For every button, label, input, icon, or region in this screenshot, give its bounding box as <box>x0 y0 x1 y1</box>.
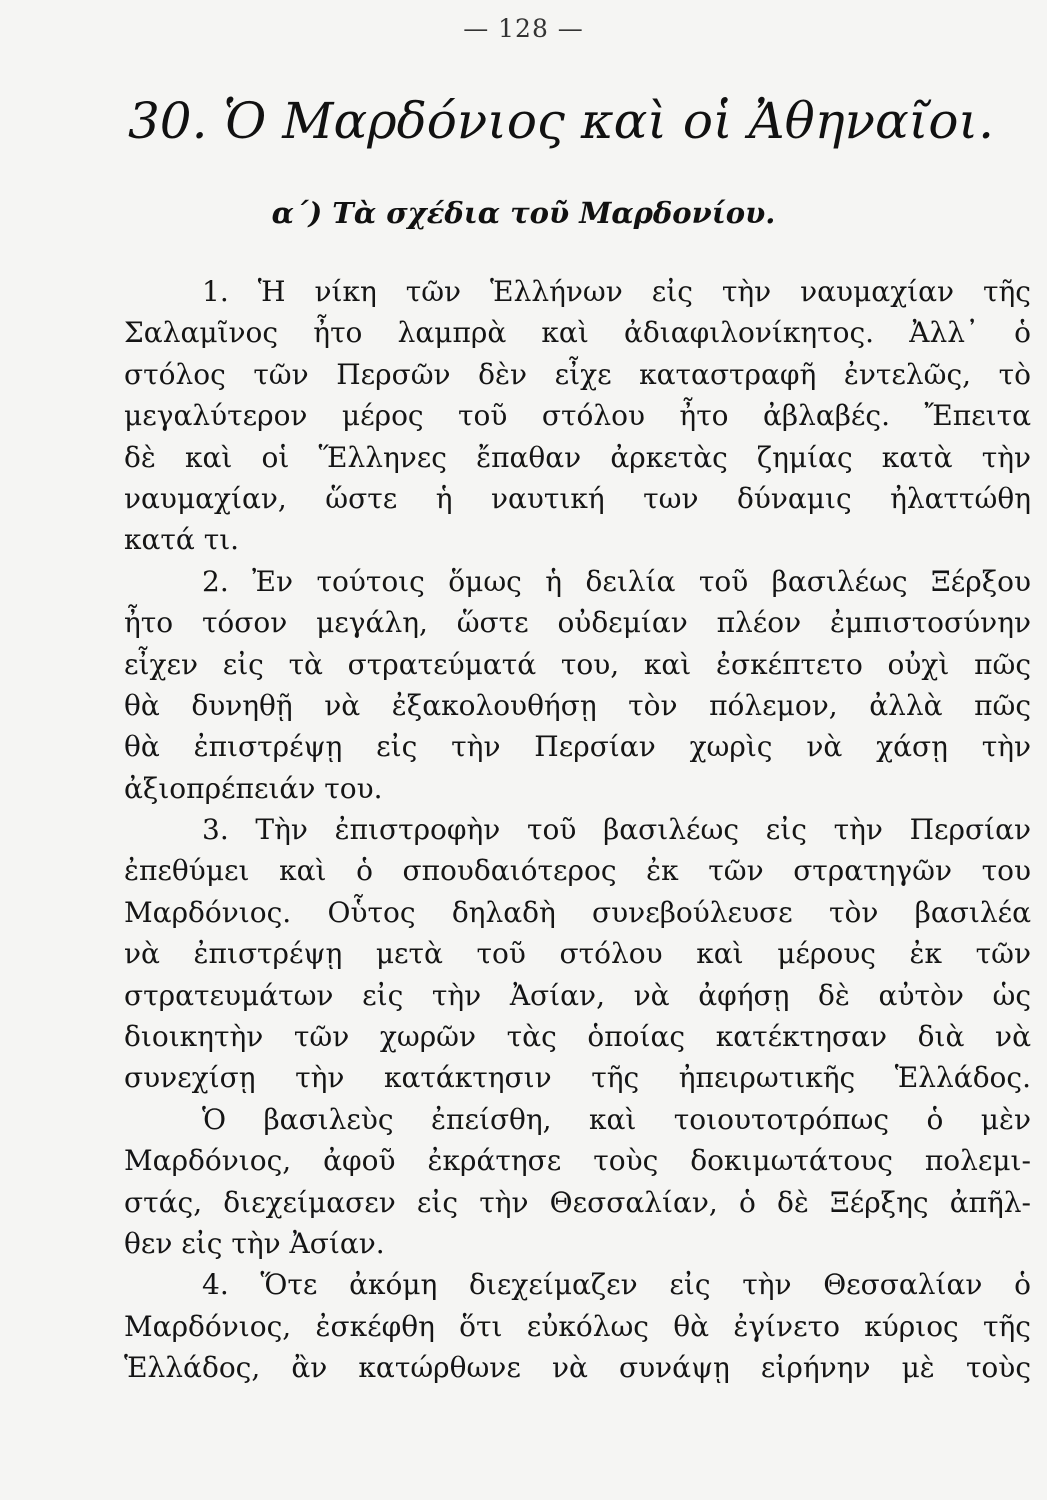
text-line: Μαρδόνιος, ἐσκέφθη ὅτι εὐκόλως θὰ ἐγίνετο κύριος τῆς <box>124 1309 1031 1343</box>
text-line: 1. Ἡ νίκη τῶν Ἑλλήνων εἰς τὴν ναυμαχίαν τῆς <box>202 275 1031 308</box>
text-line: 4. Ὅτε ἀκόμη διεχείμαζεν εἰς τὴν Θεσσαλίαν ὁ <box>202 1268 1031 1302</box>
text-line: ναυμαχίαν, ὥστε ἡ ναυτική των δύναμις ἠλαττώθη <box>124 481 1031 515</box>
text-line: θεν εἰς τὴν Ἀσίαν. <box>124 1226 385 1260</box>
text-line: Ἑλλάδος, ἂν κατώρθωνε νὰ συνάψῃ εἰρήνην μὲ τοὺς <box>124 1351 1031 1385</box>
text-line: ἐπεθύμει καὶ ὁ σπουδαιότερος ἐκ τῶν στρατηγῶν του <box>124 854 1031 888</box>
chapter-title: 30. Ὁ Μαρδόνιος καὶ οἱ Ἀθηναῖοι. <box>128 92 995 150</box>
text-line: θὰ δυνηθῇ νὰ ἐξακολουθήσῃ τὸν πόλεμον, ἀλλὰ πῶς <box>124 688 1031 722</box>
text-line: νὰ ἐπιστρέψῃ μετὰ τοῦ στόλου καὶ μέρους ἐκ τῶν <box>124 937 1031 971</box>
text-line: στόλος τῶν Περσῶν δὲν εἶχε καταστραφῆ ἐντελῶς, τὸ <box>124 357 1031 391</box>
text-line: Μαρδόνιος, ἀφοῦ ἐκράτησε τοὺς δοκιμωτάτους πολεμι- <box>124 1144 1031 1178</box>
text-line: 3. Τὴν ἐπιστροφὴν τοῦ βασιλέως εἰς τὴν Περσίαν <box>202 813 1031 847</box>
text-line: 2. Ἐν τούτοις ὅμως ἡ δειλία τοῦ βασιλέως Ξέρξου <box>202 564 1031 598</box>
text-line: στρατευμάτων εἰς τὴν Ἀσίαν, νὰ ἀφήσῃ δὲ αὐτὸν ὡς <box>124 978 1031 1012</box>
text-line: Μαρδόνιος. Οὗτος δηλαδὴ συνεβούλευσε τὸν βασιλέα <box>124 895 1031 929</box>
text-line: εἶχεν εἰς τὰ στρατεύματά του, καὶ ἐσκέπτετο οὐχὶ πῶς <box>124 647 1031 681</box>
text-line: διοικητὴν τῶν χωρῶν τὰς ὁποίας κατέκτησαν διὰ νὰ <box>124 1020 1031 1054</box>
text-line: στάς, διεχείμασεν εἰς τὴν Θεσσαλίαν, ὁ δὲ Ξέρξης ἀπῆλ- <box>124 1185 1031 1219</box>
section-heading: α΄) Τὰ σχέδια τοῦ Μαρδονίου. <box>271 196 776 230</box>
text-line: μεγαλύτερον μέρος τοῦ στόλου ἦτο ἀβλαβές. Ἔπειτα <box>124 399 1031 433</box>
text-line: θὰ ἐπιστρέψῃ εἰς τὴν Περσίαν χωρὶς νὰ χάσῃ τὴν <box>124 730 1031 764</box>
text-line: ἀξιοπρέπειάν του. <box>124 771 383 805</box>
text-line: συνεχίσῃ τὴν κατάκτησιν τῆς ἠπειρωτικῆς Ἑλλάδος. <box>124 1061 1031 1095</box>
text-line: κατά τι. <box>124 523 240 557</box>
text-line: Ὁ βασιλεὺς ἐπείσθη, καὶ τοιουτοτρόπως ὁ μὲν <box>202 1102 1031 1136</box>
text-line: Σαλαμῖνος ἦτο λαμπρὰ καὶ ἀδιαφιλονίκητος. Ἀλλ᾽ ὁ <box>124 316 1031 350</box>
body-text <box>124 271 1031 1389</box>
page-number: — 128 — <box>463 14 584 43</box>
text-line: δὲ καὶ οἱ Ἕλληνες ἔπαθαν ἀρκετὰς ζημίας κατὰ τὴν <box>124 440 1031 474</box>
text-line: ἦτο τόσον μεγάλη, ὥστε οὐδεμίαν πλέον ἐμπιστοσύνην <box>124 606 1031 640</box>
